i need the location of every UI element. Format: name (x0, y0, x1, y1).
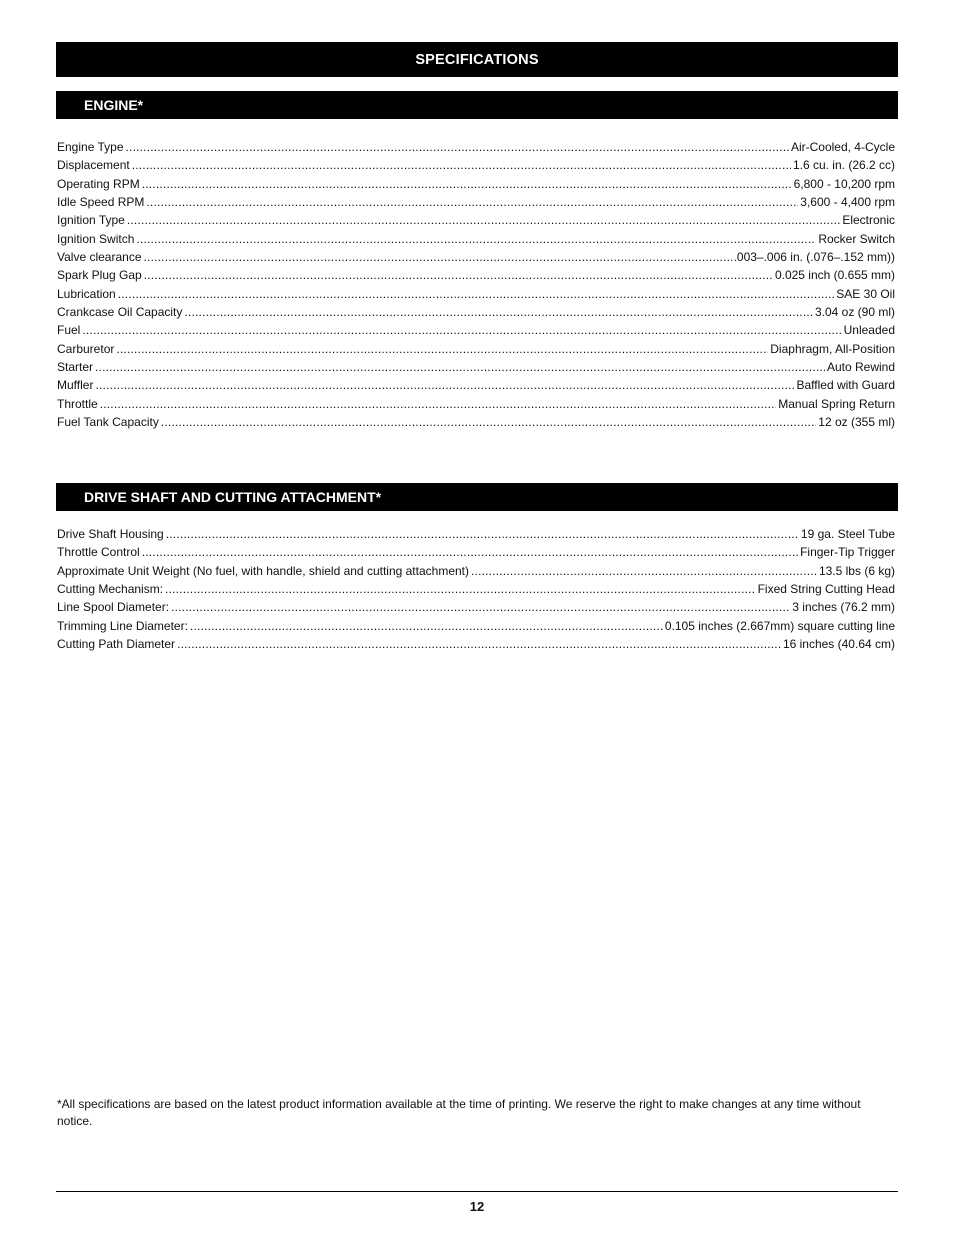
dot-leader (142, 543, 798, 561)
spec-label: Ignition Switch (57, 231, 135, 246)
spec-value: Diaphragm, All-Position (770, 341, 895, 356)
spec-value: 13.5 lbs (6 kg) (818, 563, 895, 578)
spec-row (57, 248, 895, 266)
dot-leader (132, 156, 791, 174)
spec-label: Trimming Line Diameter: (57, 618, 188, 633)
spec-value: 16 inches (40.64 cm) (782, 637, 895, 652)
spec-label: Throttle (57, 396, 98, 411)
spec-value: Electronic (842, 213, 895, 228)
spec-label: Ignition Type (57, 213, 125, 228)
dot-leader (118, 285, 835, 303)
dot-leader (95, 358, 825, 376)
spec-label: Crankcase Oil Capacity (57, 305, 183, 320)
spec-row (57, 266, 895, 284)
spec-value: Baffled with Guard (796, 378, 895, 393)
spec-row (57, 138, 895, 156)
drive-shaft-spec-list (57, 525, 895, 653)
spec-label: Approximate Unit Weight (No fuel, with handle, shield and cutting attachment) (57, 563, 469, 578)
dot-leader (82, 321, 841, 339)
spec-label: Spark Plug Gap (57, 268, 142, 283)
spec-row (57, 321, 895, 339)
dot-leader (126, 138, 789, 156)
spec-label: Cutting Path Diameter (57, 637, 176, 652)
spec-value: Rocker Switch (818, 231, 895, 246)
spec-row (57, 175, 895, 193)
spec-row (57, 543, 895, 561)
spec-row (57, 285, 895, 303)
dot-leader (165, 580, 756, 598)
spec-row (57, 193, 895, 211)
spec-row (57, 340, 895, 358)
spec-row (57, 562, 895, 580)
engine-spec-list (57, 138, 895, 432)
spec-row (57, 580, 895, 598)
dot-leader (136, 230, 816, 248)
spec-label: Line Spool Diameter: (57, 600, 170, 615)
dot-leader (166, 525, 799, 543)
page-title-bar (56, 42, 898, 77)
spec-label: Operating RPM (57, 176, 140, 191)
spec-label: Fuel Tank Capacity (57, 415, 159, 430)
dot-leader (190, 617, 663, 635)
spec-row (57, 358, 895, 376)
spec-value: Finger-Tip Trigger (800, 545, 895, 560)
footer-divider (56, 1191, 898, 1192)
spec-row (57, 395, 895, 413)
spec-label: Idle Speed RPM (57, 195, 145, 210)
drive-shaft-section-heading (56, 483, 898, 511)
dot-leader (144, 266, 773, 284)
spec-row (57, 230, 895, 248)
dot-leader (127, 211, 840, 229)
dot-leader (142, 175, 792, 193)
spec-value: Fixed String Cutting Head (757, 582, 895, 597)
dot-leader (184, 303, 813, 321)
dot-leader (171, 598, 790, 616)
spec-row (57, 156, 895, 174)
spec-value: Air-Cooled, 4-Cycle (790, 140, 895, 154)
spec-value: Manual Spring Return (778, 396, 895, 411)
spec-label: Carburetor (57, 341, 115, 356)
spec-value: Auto Rewind (826, 360, 895, 375)
engine-heading-text: ENGINE* (84, 97, 144, 113)
spec-value: 3,600 - 4,400 rpm (800, 195, 895, 210)
dot-leader (100, 395, 777, 413)
spec-value: 3.04 oz (90 ml) (814, 305, 895, 320)
footnote: *All specifications are based on the latest product information available at the time of printing. We reserve the right to make changes at any time without notice. (57, 1097, 861, 1128)
spec-value: 3 inches (76.2 mm) (792, 600, 895, 615)
dot-leader (116, 340, 768, 358)
spec-label: Engine Type (57, 140, 124, 154)
spec-row (57, 525, 895, 543)
dot-leader (177, 635, 781, 653)
spec-value: Unleaded (843, 323, 895, 338)
dot-leader (95, 376, 794, 394)
dot-leader (144, 248, 732, 266)
spec-row (57, 303, 895, 321)
spec-label: Lubrication (57, 286, 116, 301)
spec-value: SAE 30 Oil (836, 286, 895, 301)
page-title: SPECIFICATIONS (415, 51, 539, 68)
spec-row (57, 635, 895, 653)
spec-row (57, 376, 895, 394)
dot-leader (161, 413, 816, 431)
spec-label: Displacement (57, 158, 130, 173)
spec-row (57, 598, 895, 616)
drive-shaft-heading-text: DRIVE SHAFT AND CUTTING ATTACHMENT* (84, 489, 382, 505)
spec-label: Cutting Mechanism: (57, 582, 164, 597)
spec-value: 6,800 - 10,200 rpm (793, 176, 895, 191)
dot-leader (471, 562, 817, 580)
spec-value: 1.6 cu. in. (26.2 cc) (792, 158, 895, 173)
spec-label: Valve clearance (57, 250, 142, 265)
spec-value: 19 ga. Steel Tube (800, 527, 895, 541)
spec-label: Throttle Control (57, 545, 140, 560)
spec-value: 12 oz (355 ml) (818, 415, 895, 430)
spec-label: Muffler (57, 378, 94, 393)
dot-leader (146, 193, 798, 211)
spec-label: Starter (57, 360, 94, 375)
spec-value: .003–.006 in. (.076–.152 mm)) (733, 250, 895, 265)
spec-label: Drive Shaft Housing (57, 527, 164, 541)
page-number: 12 (469, 1199, 485, 1214)
spec-row (57, 413, 895, 431)
spec-row (57, 617, 895, 635)
spec-label: Fuel (57, 323, 81, 338)
spec-value: 0.025 inch (0.655 mm) (774, 268, 895, 283)
spec-row (57, 211, 895, 229)
engine-section-heading (56, 91, 898, 119)
spec-value: 0.105 inches (2.667mm) square cutting line (664, 618, 895, 633)
